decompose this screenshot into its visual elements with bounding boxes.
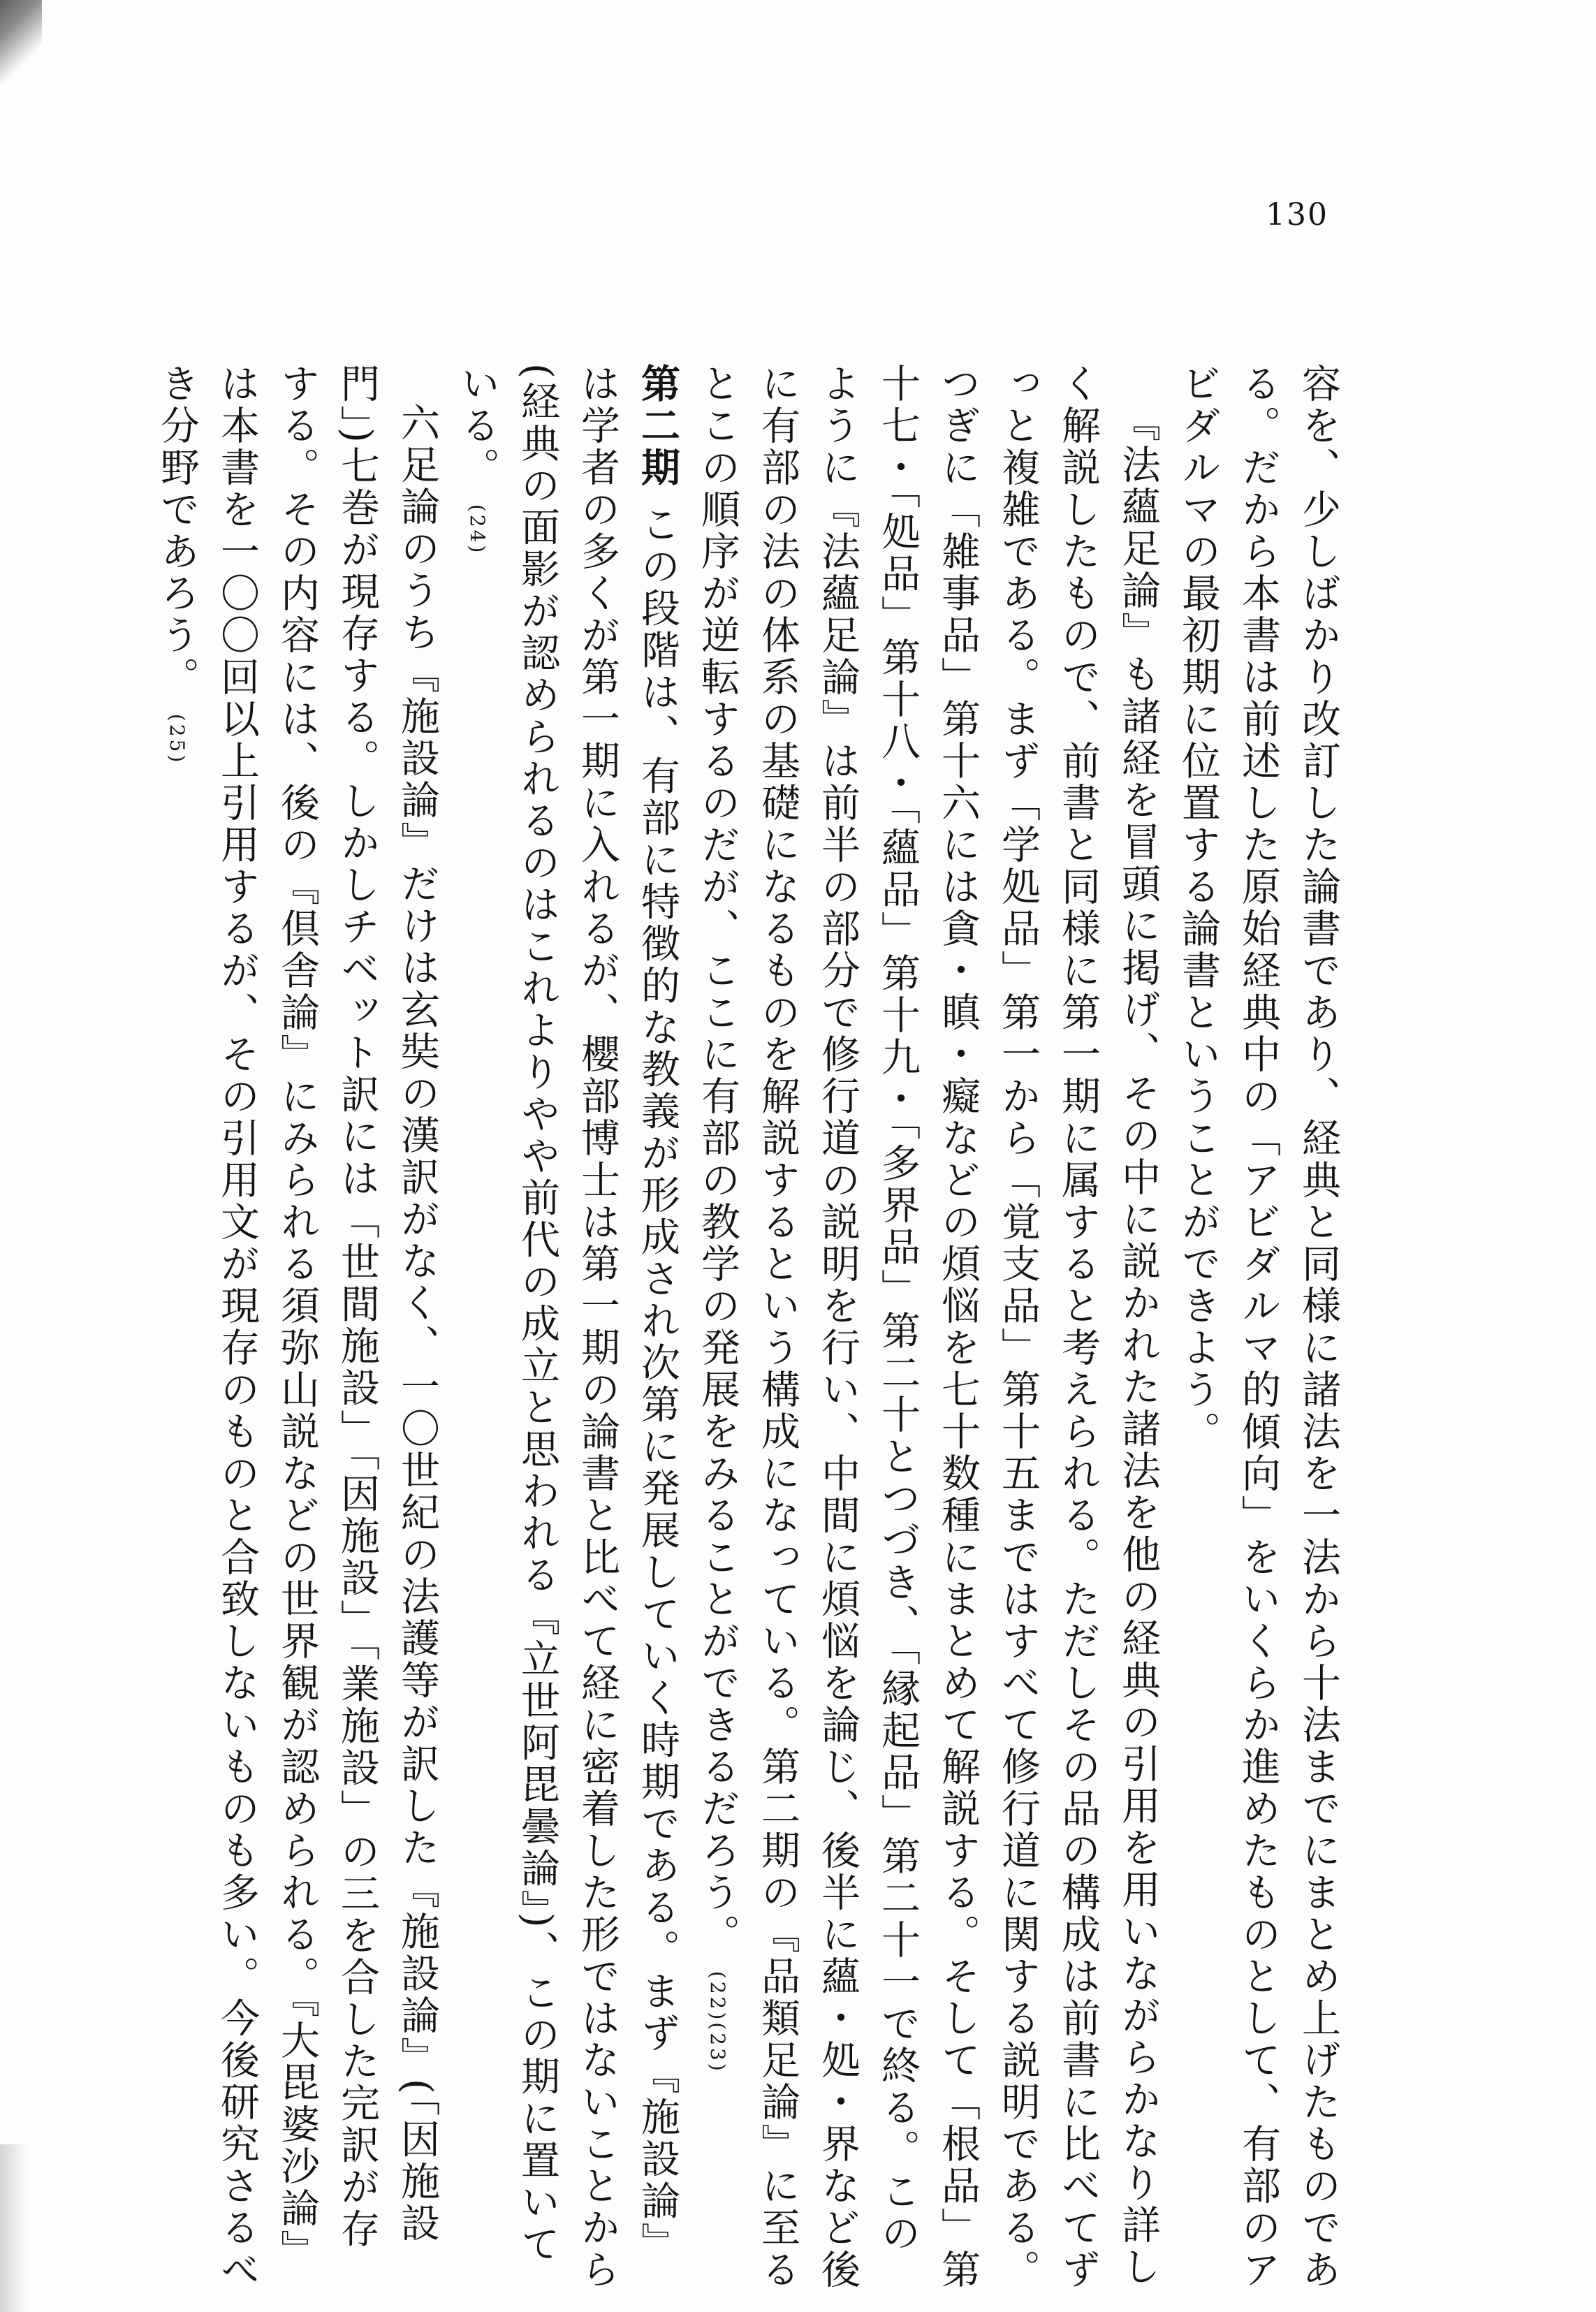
paragraph-4 — [147, 363, 447, 2291]
paragraph-4-text: 六足論のうち『施設論』だけは玄奘の漢訳がなく、一〇世紀の法護等が訳した『施設論』(「因施設門」)七巻が現存する。しかしチベット訳には「世間施設」「因施設」「業施設」の三を合した完訳が存する。その内容には、後の『倶舎論』にみられる須弥山説などの世界観が認められる。『大毘婆沙論』は本書を一〇〇回以上引用するが、その引用文が現存のものと合致しないものも多い。今後研究さるべき分野であろう。 — [154, 363, 440, 2291]
footnote-ref-22-23: (22)(23) — [706, 1970, 729, 2074]
section-label: 第二期 — [635, 363, 680, 489]
paragraph-1 — [1168, 363, 1348, 2291]
body-text — [119, 363, 1348, 2291]
scan-shadow-bottom — [0, 2144, 28, 2312]
footnote-ref-25: (25) — [166, 713, 189, 766]
scan-shadow-top — [0, 0, 42, 84]
paragraph-2-text: 『法蘊足論』も諸経を冒頭に掲げ、その中に説かれた諸法を他の経典の引用を用いながらかなり詳しく解説したもので、前書と同様に第一期に属すると考えられる。ただしその品の構成は前書に比べてずっと複雑である。まず「学処品」第一から「覚支品」第十五まではすべて修行道に関する説明である。つぎに「雑事品」第十六には貪・瞋・癡などの煩悩を七十数種にまとめて解説する。そして「根品」第十七・「処品」第十八・「蘊品」第十九・「多界品」第二十とつづき、「縁起品」第二十一で終る。このように『法蘊足論』は前半の部分で修行道の説明を行い、中間に煩悩を論じ、後半に蘊・処・界など後に有部の法の体系の基礎になるものを解説するという構成になっている。第二期の『品類足論』に至るとこの順序が逆転するのだが、ここに有部の教学の発展をみることができるだろう。 — [695, 363, 1161, 2291]
paragraph-3 — [447, 363, 687, 2291]
paragraph-1-text: 容を、少しばかり改訂した論書であり、経典と同様に諸法を一法から十法までにまとめ上げたものである。だから本書は前述した原始経典中の「アビダルマ的傾向」をいくらか進めたものとして、有部のアビダルマの最初期に位置する論書ということができよう。 — [1176, 363, 1341, 2291]
paragraph-3-text: この段階は、有部に特徴的な教義が形成され次第に発展していく時期である。まず『施設論』は学者の多くが第一期に入れるが、櫻部博士は第一期の論書と比べて経に密着した形ではないことから(経典の面影が認められるのはこれよりやや前代の成立と思われる『立世阿毘曇論』)、この期に置いている。 — [455, 363, 680, 2291]
footnote-ref-24: (24) — [466, 504, 489, 556]
paragraph-2 — [687, 363, 1168, 2291]
page-number: 130 — [1266, 197, 1328, 233]
